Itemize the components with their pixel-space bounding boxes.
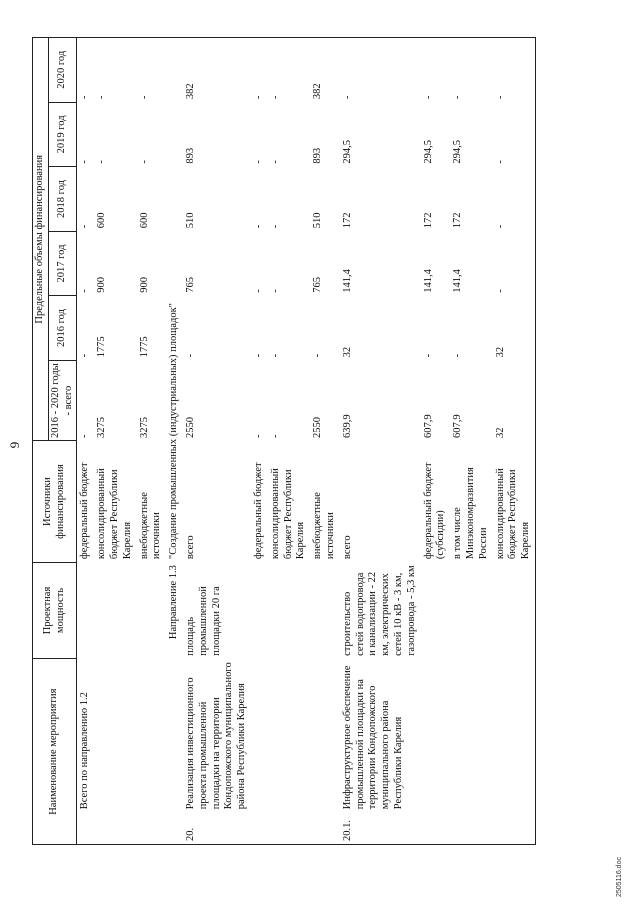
financing-table: [32, 37, 536, 845]
direction-row: [166, 38, 183, 845]
table-body: [77, 38, 536, 845]
row-source: в том числе Минэкономразвития России: [452, 467, 489, 560]
value-2017: 900: [96, 277, 108, 293]
row-name: [310, 659, 340, 812]
row-number: [310, 812, 340, 844]
value-2016: -: [422, 353, 434, 358]
value-2016: -: [452, 353, 464, 358]
table-row: [421, 38, 451, 845]
row-name: [450, 659, 492, 812]
value-2019: -: [493, 102, 536, 167]
row-name: [268, 659, 310, 812]
value-2016: -: [269, 353, 281, 358]
value-total: 607,9: [422, 414, 434, 438]
page-number: 9: [7, 441, 22, 449]
value-2020: -: [94, 38, 136, 103]
direction-label: Направление 1.3: [168, 565, 180, 640]
row-source: внебюджетные источники: [138, 492, 163, 560]
value-2019: -: [269, 160, 281, 164]
header-total: 2016 - 2020 годы - всего: [48, 360, 77, 441]
value-2016: -: [79, 353, 91, 358]
value-2018: 510: [312, 212, 324, 229]
row-name: [251, 659, 268, 812]
value-2019: 294,5: [452, 140, 464, 164]
value-2019: 294,5: [341, 140, 353, 164]
row-capacity: [450, 562, 492, 659]
value-2019: 893: [312, 147, 324, 164]
header-2018: 2018 год: [48, 167, 77, 232]
value-2017: 141,4: [341, 269, 353, 293]
row-number: [251, 812, 268, 844]
value-2017: -: [252, 289, 264, 293]
row-number: [493, 812, 536, 844]
value-2017: 900: [138, 277, 150, 293]
table-row: [183, 38, 251, 845]
row-capacity: [137, 562, 167, 659]
header-2017: 2017 год: [48, 231, 77, 296]
table-row: [340, 38, 421, 845]
value-2018: 600: [96, 212, 108, 229]
value-2020: -: [421, 38, 451, 103]
value-2016: -: [184, 353, 196, 358]
header-capacity: Проектная мощность: [33, 562, 77, 659]
row-source: консолидированный бюджет Республики Карелия: [269, 468, 307, 560]
row-capacity: [251, 562, 268, 659]
row-source: внебюджетные источники: [312, 492, 336, 560]
table-row: [450, 38, 492, 845]
value-total: 3275: [96, 417, 108, 438]
value-2017: 141,4: [422, 269, 434, 293]
value-total: -: [269, 434, 281, 438]
value-2019: 294,5: [422, 140, 434, 164]
value-2017: -: [79, 289, 91, 293]
value-2019: -: [138, 160, 150, 164]
value-2020: -: [340, 38, 421, 103]
row-capacity: площадь промышленной площадки 20 га: [184, 586, 222, 656]
value-2018: 510: [184, 212, 196, 229]
row-number: [137, 812, 167, 844]
table-row: [94, 38, 136, 845]
row-capacity: [493, 562, 536, 659]
value-total: -: [252, 434, 264, 438]
value-2020: -: [137, 38, 167, 103]
value-total: 607,9: [452, 414, 464, 438]
header-2019: 2019 год: [48, 102, 77, 167]
value-2016: 32: [493, 296, 536, 361]
header-2020: 2020 год: [48, 38, 77, 103]
row-number: [77, 812, 94, 844]
row-number: [421, 812, 451, 844]
value-2020: 382: [310, 38, 340, 103]
row-capacity: [94, 562, 136, 659]
value-2018: -: [269, 224, 281, 229]
table-row: [310, 38, 340, 845]
header-2016: 2016 год: [48, 296, 77, 361]
footer-doc-code: 2505116.doc: [616, 857, 623, 897]
row-number: [450, 812, 492, 844]
value-2016: 1775: [96, 336, 108, 358]
row-name: [421, 659, 451, 812]
row-source: федеральный бюджет: [79, 462, 91, 560]
value-2019: -: [252, 160, 264, 164]
row-source: всего: [341, 535, 353, 560]
value-2016: -: [312, 353, 324, 358]
row-capacity: строительство сетей водопровода и канализации - 22 км, электрических сетей 10 кВ - 3 км, газопровода - 5,3 км: [341, 565, 417, 656]
value-total: 2550: [312, 417, 324, 438]
value-2016: -: [252, 353, 264, 358]
value-2020: -: [268, 38, 310, 103]
value-2019: -: [79, 160, 91, 164]
row-name: [493, 659, 536, 812]
row-source: федеральный бюджет: [252, 462, 264, 560]
value-2018: -: [493, 167, 536, 232]
row-name: Инфраструктурное обеспечение промышленной площадки на территории Кондопожского муниципального района Республики Карелия: [341, 665, 404, 810]
value-2017: -: [493, 231, 536, 296]
row-source: консолидированный бюджет Республики Карелия: [493, 441, 536, 562]
row-name: [94, 659, 136, 812]
row-name: [137, 659, 167, 812]
value-total: -: [79, 434, 91, 438]
direction-spacer: [166, 659, 183, 845]
value-2017: 141,4: [452, 269, 464, 293]
value-2018: 600: [138, 212, 150, 229]
table-row: [77, 38, 94, 845]
row-source: консолидированный бюджет Республики Карелия: [96, 468, 133, 560]
header-name: Наименование мероприятия: [33, 659, 77, 845]
row-number: 20.: [183, 812, 251, 844]
row-capacity: [421, 562, 451, 659]
table-row: [268, 38, 310, 845]
value-2020: -: [77, 38, 94, 103]
row-source: федеральный бюджет (субсидии): [422, 462, 447, 560]
value-2016: 1775: [138, 336, 150, 358]
table-row: [493, 38, 536, 845]
value-2018: -: [252, 224, 264, 229]
table-row: [137, 38, 167, 845]
row-source: всего: [184, 535, 196, 560]
row-name: Всего по направлению 1.2: [79, 692, 91, 810]
value-2018: 172: [341, 212, 353, 229]
value-2019: -: [96, 160, 108, 164]
value-2020: -: [450, 38, 492, 103]
row-number: 20.1.: [340, 812, 421, 844]
row-name: Реализация инвестиционного проекта промышленной площадки на территории Кондопожского муниципального района Республики Карелия: [184, 662, 248, 810]
header-limits: Предельные объемы финансирования: [33, 38, 49, 442]
table-row: [251, 38, 268, 845]
value-2018: 172: [422, 212, 434, 229]
value-2019: 893: [184, 147, 196, 164]
value-2020: 382: [183, 38, 251, 103]
value-2020: -: [493, 38, 536, 103]
value-2017: -: [269, 289, 281, 293]
row-number: [94, 812, 136, 844]
value-total: 3275: [138, 417, 150, 438]
value-2020: -: [251, 38, 268, 103]
row-capacity: [77, 562, 94, 659]
row-number: [268, 812, 310, 844]
value-total: 2550: [184, 417, 196, 438]
row-capacity: [268, 562, 310, 659]
value-2017: 765: [312, 277, 324, 293]
value-total: 32: [493, 360, 536, 441]
value-2016: 32: [341, 346, 353, 358]
header-sources: Источники финансирования: [33, 441, 77, 562]
value-2018: 172: [452, 212, 464, 229]
row-capacity: [310, 562, 340, 659]
value-2017: 765: [184, 277, 196, 293]
value-total: 639,9: [341, 414, 353, 438]
value-2018: -: [79, 224, 91, 229]
direction-title: "Создание промышленных (индустриальных) площадок": [166, 38, 183, 563]
